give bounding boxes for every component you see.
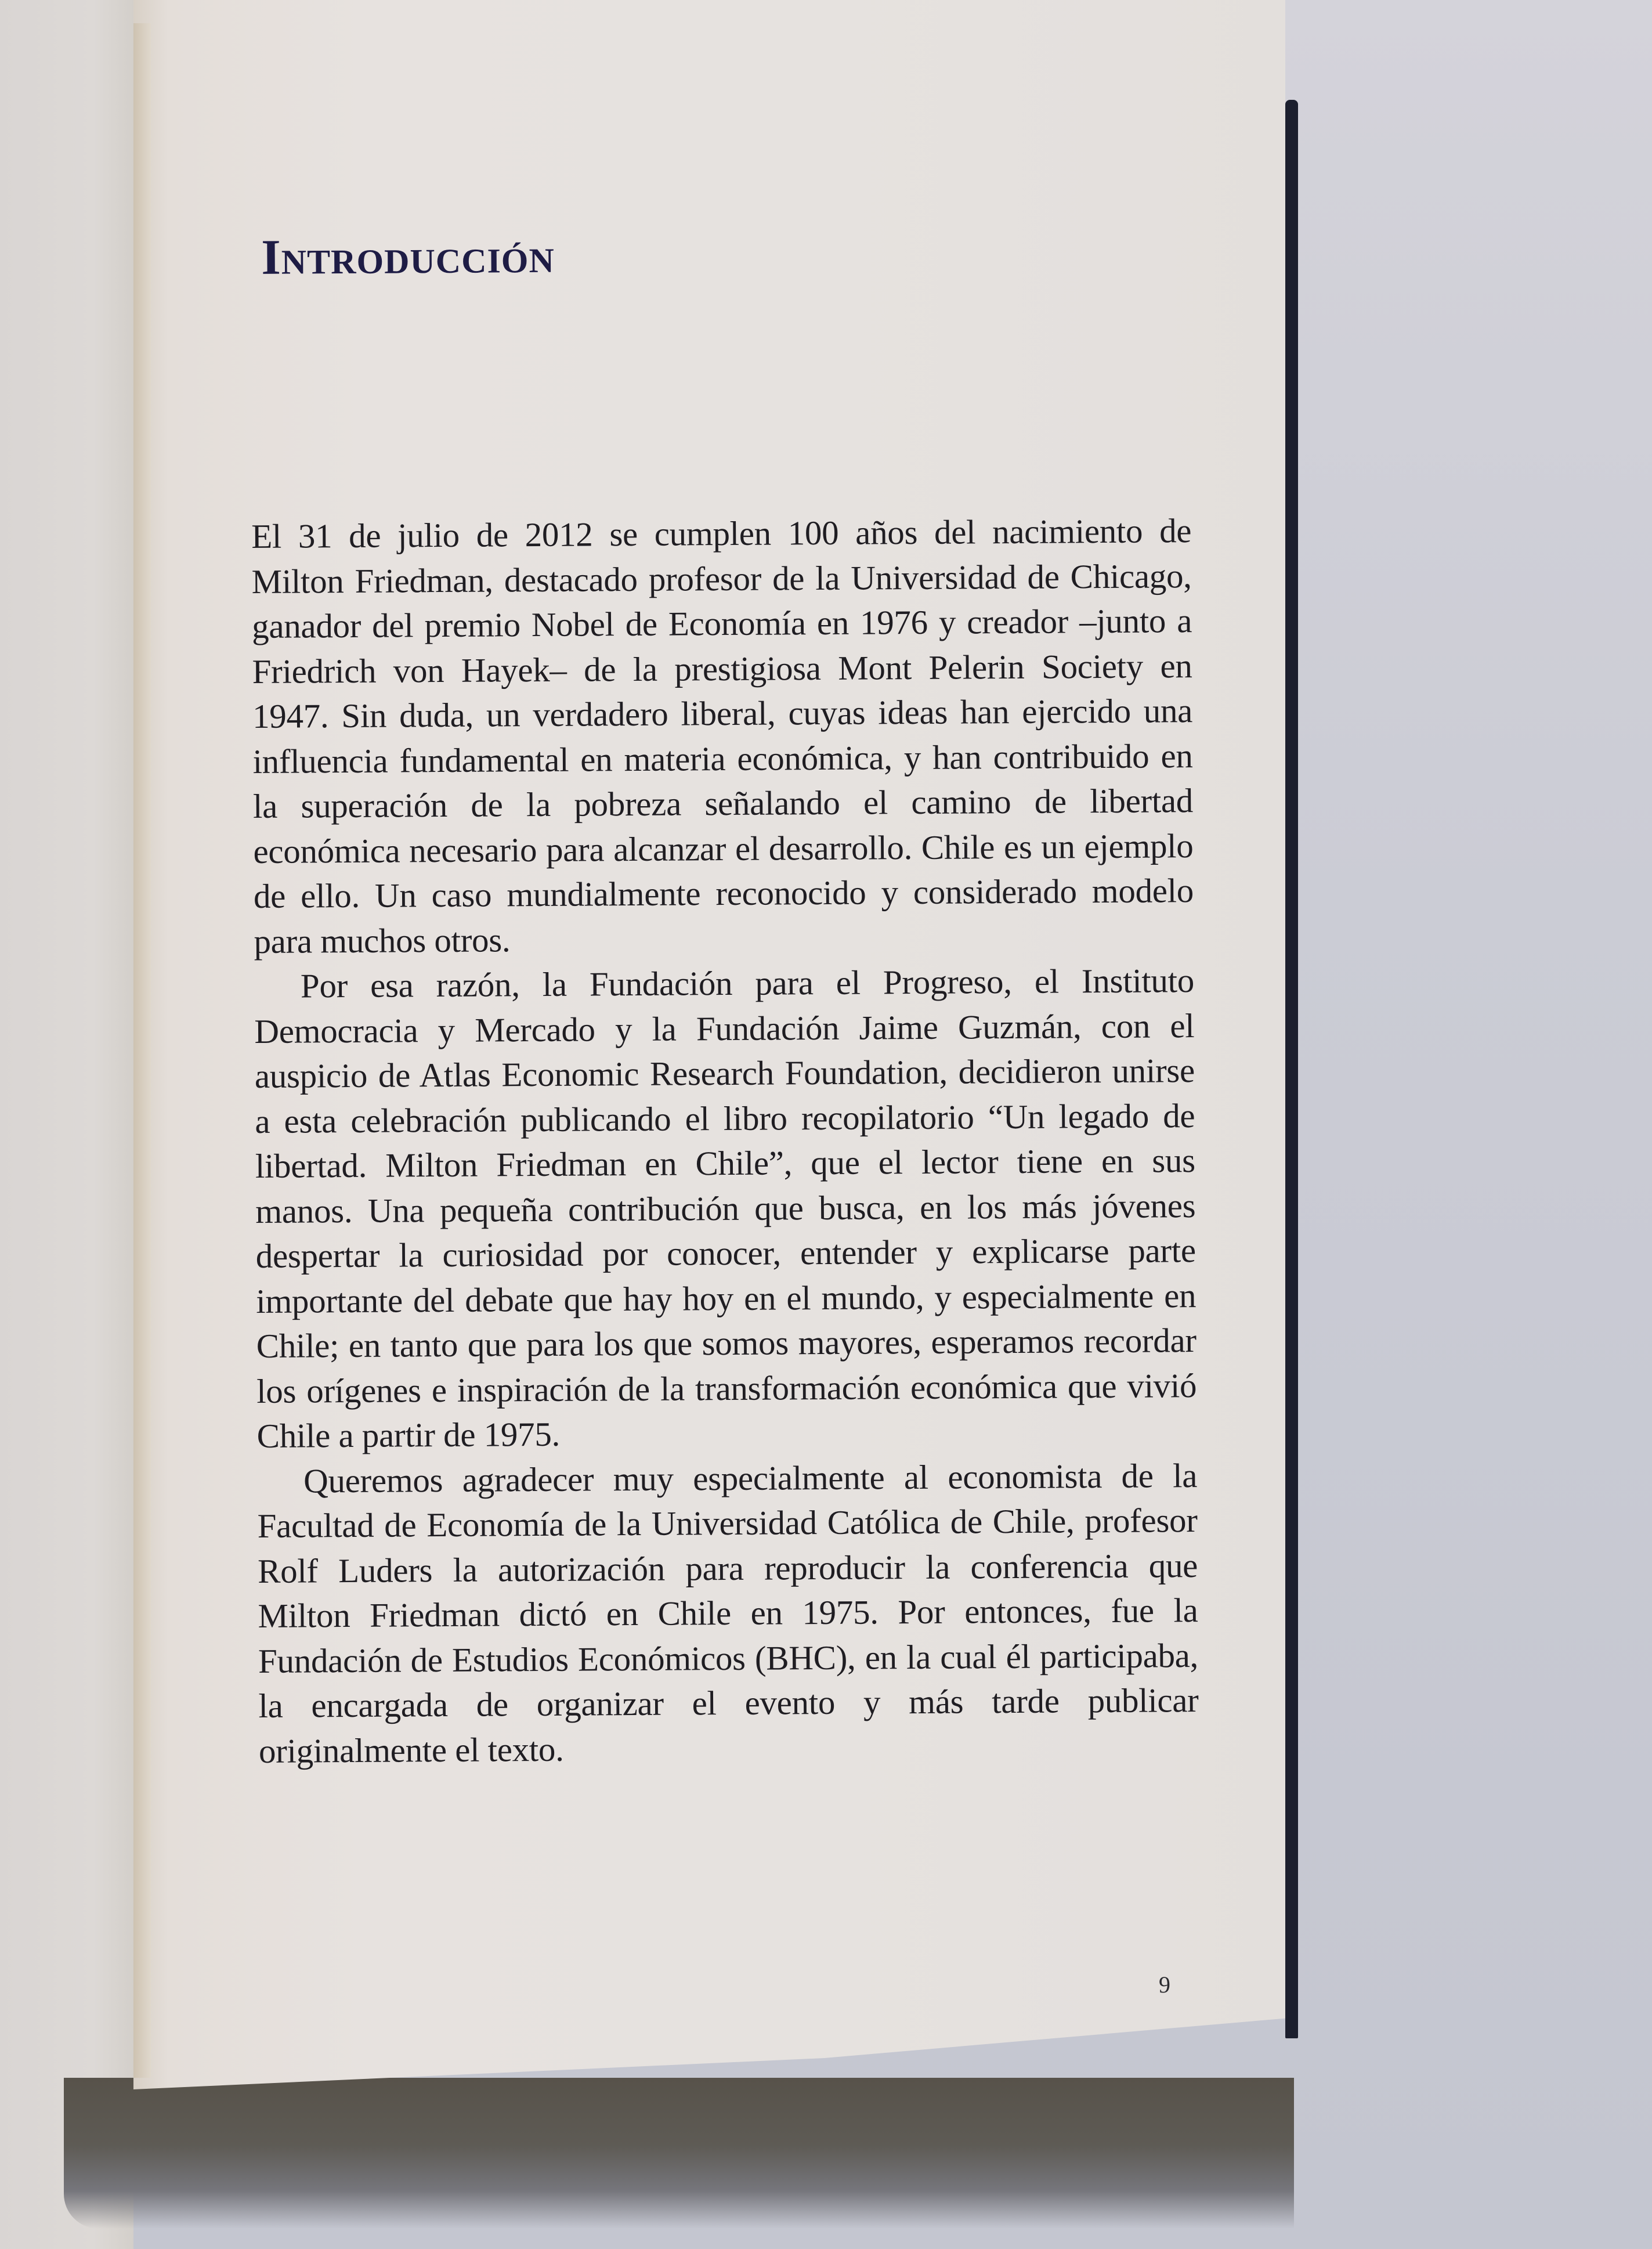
- page-number: 9: [1159, 1972, 1170, 1998]
- book-shadow: [64, 2078, 1294, 2229]
- left-page: [0, 0, 133, 2249]
- chapter-title: Introducción: [261, 227, 555, 285]
- paragraph-2: Por esa razón, la Fundación para el Progreso, el Instituto Democracia y Mercado y la Fundación Jaime Guzmán, con el auspicio de Atlas Economic Research Foundation, decidieron unirse a esta celebración publicando el libro recopilatorio “Un legado de libertad. Milton Friedman en Chile”, que el lector tiene en sus manos. Una pequeña contribución que busca, en los más jóvenes despertar la curiosidad por conocer, entender y explicarse parte importante del debate que hay hoy en el mundo, y especialmente en Chile; en tanto que para los que somos mayores, esperamos recordar los orígenes e inspiración de la transformación económica que vivió Chile a partir de 1975.: [254, 961, 1197, 1455]
- body-text: [251, 508, 1199, 1774]
- book-cover-edge: [1285, 100, 1298, 2038]
- page-content: [250, 226, 1199, 1774]
- paragraph-3: Queremos agradecer muy especialmente al economista de la Facultad de Economía de la Universidad Católica de Chile, profesor Rolf Luders la autorización para reproducir la conferencia que Milton Friedman dictó en Chile en 1975. Por entonces, fue la Fundación de Estudios Económicos (BHC), en la cual él participaba, la encargada de organizar el evento y más tarde publicar originalmente el texto.: [257, 1456, 1199, 1770]
- paragraph-1: El 31 de julio de 2012 se cumplen 100 años del nacimiento de Milton Friedman, destacado profesor de la Universidad de Chicago, ganador del premio Nobel de Economía en 1976 y creador –junto a Friedrich von Hayek– de la prestigiosa Mont Pelerin Society en 1947. Sin duda, un verdadero liberal, cuyas ideas han ejercido una influencia fundamental en materia económica, y han contribuido en la superación de la pobreza señalando el camino de libertad económica necesario para alcanzar el desarrollo. Chile es un ejemplo de ello. Un caso mundialmente reconocido y considerado modelo para muchos otros.: [251, 511, 1194, 961]
- page-gutter: [133, 23, 151, 2078]
